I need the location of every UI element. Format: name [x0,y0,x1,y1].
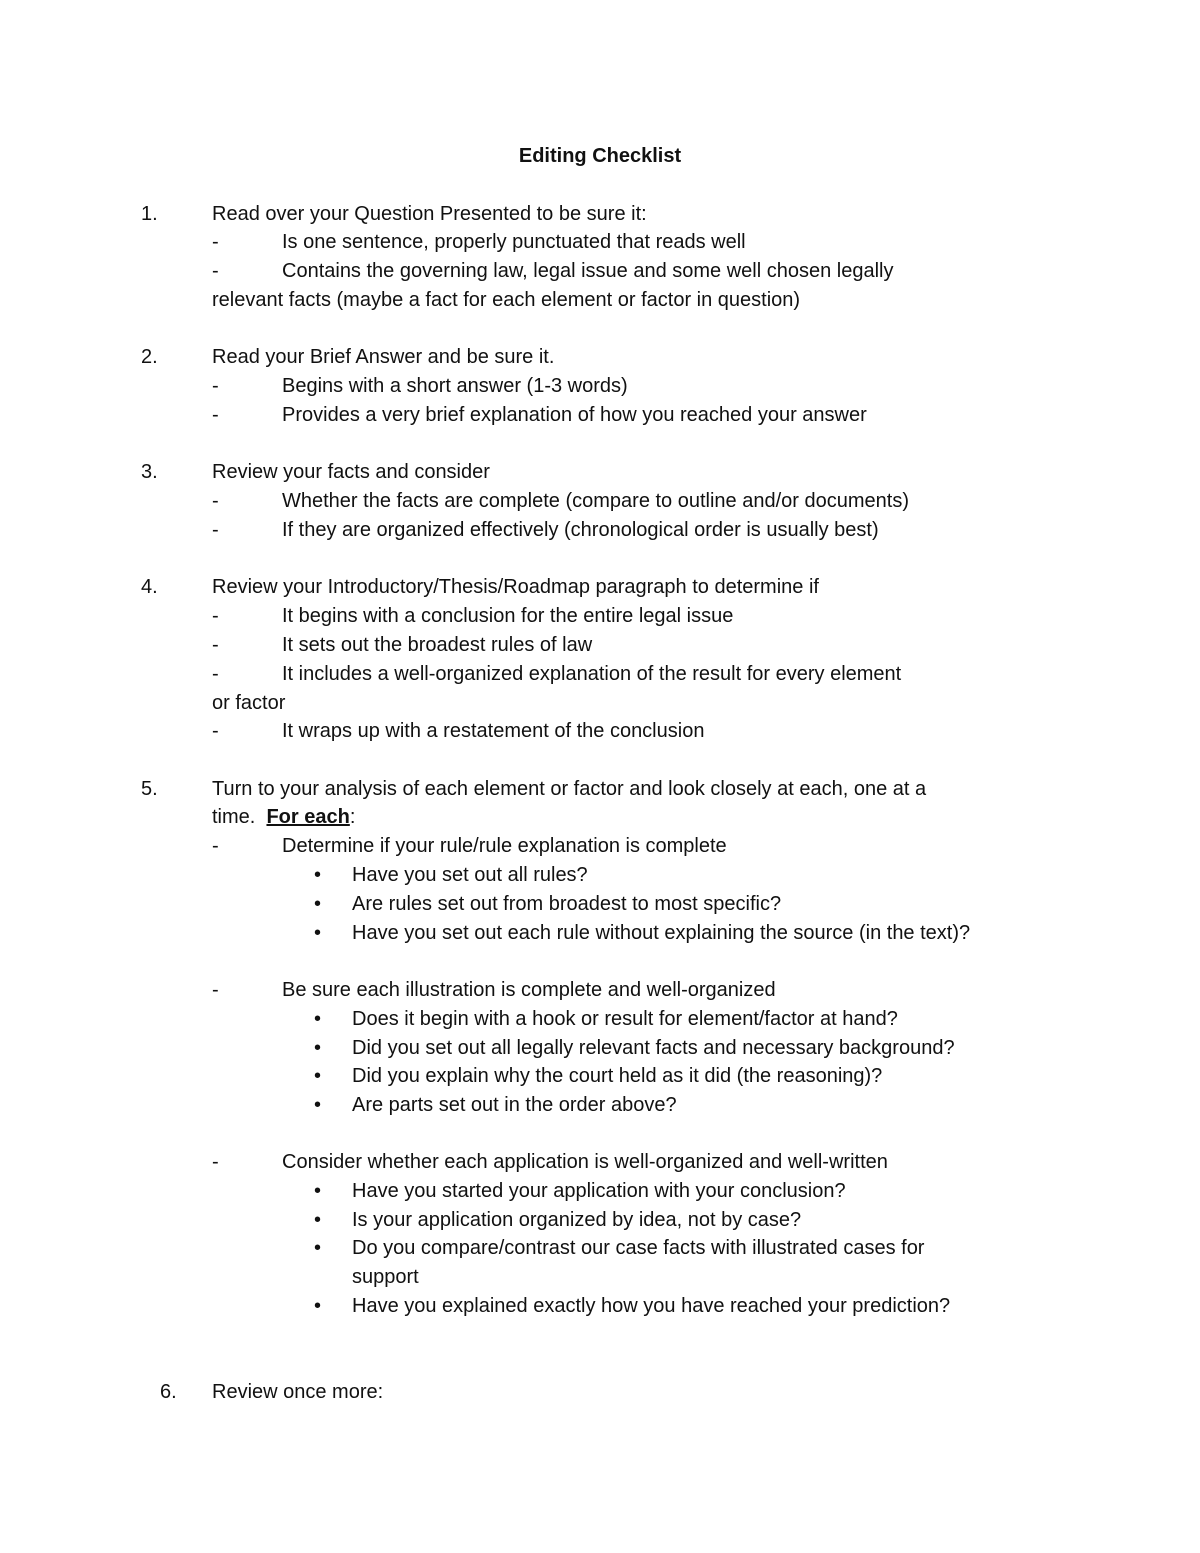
bullet-marker: • [314,1094,322,1116]
bullet-marker: • [314,1209,322,1231]
colon-text: : [349,806,356,828]
section-4-number: 4. [141,576,158,598]
dash-marker: - [212,1151,219,1173]
bullet-marker: • [314,1065,322,1087]
dash-marker: - [212,835,219,857]
section-5-heading-cont [212,803,355,831]
group-3-bullet-3: Do you compare/contrast our case facts with illustrated cases for [352,1237,925,1259]
group-2-bullet-1: Does it begin with a hook or result for element/factor at hand? [352,1008,898,1030]
dash-marker: - [212,375,219,397]
dash-marker: - [212,490,219,512]
section-6-heading: Review once more: [212,1381,384,1403]
section-1-heading: Read over your Question Presented to be sure it: [212,203,647,225]
bullet-marker: • [314,864,322,886]
bullet-marker: • [314,1037,322,1059]
dash-marker: - [212,605,219,627]
group-1-bullet-2: Are rules set out from broadest to most specific? [352,893,782,915]
group-3-bullet-1: Have you started your application with your conclusion? [352,1180,846,1202]
group-3-bullet-4: Have you explained exactly how you have reached your prediction? [352,1295,951,1317]
dash-marker: - [212,979,219,1001]
section-2-number: 2. [141,346,158,368]
group-3-heading: Consider whether each application is well-organized and well-written [282,1151,888,1173]
section-5-heading: Turn to your analysis of each element or factor and look closely at each, one at a [212,778,927,800]
group-2-bullet-3: Did you explain why the court held as it did (the reasoning)? [352,1065,883,1087]
section-1-item-1: Is one sentence, properly punctuated that reads well [282,231,746,253]
group-1-bullet-3: Have you set out each rule without explaining the source (in the text)? [352,922,971,944]
section-2-item-2: Provides a very brief explanation of how you reached your answer [282,404,867,426]
group-1-heading: Determine if your rule/rule explanation is complete [282,835,727,857]
dash-marker: - [212,720,219,742]
page-title: Editing Checklist [518,145,682,167]
section-4-item-4: It wraps up with a restatement of the conclusion [282,720,705,742]
section-2-item-1: Begins with a short answer (1-3 words) [282,375,628,397]
bullet-marker: • [314,1237,322,1259]
dash-marker: - [212,663,219,685]
group-2-bullet-4: Are parts set out in the order above? [352,1094,677,1116]
section-3-item-1: Whether the facts are complete (compare to outline and/or documents) [282,490,909,512]
section-3-item-2: If they are organized effectively (chronological order is usually best) [282,519,879,541]
group-2-heading: Be sure each illustration is complete and well-organized [282,979,776,1001]
section-5-time-text: time. [212,806,256,828]
section-1-continuation: relevant facts (maybe a fact for each element or factor in question) [212,289,801,311]
section-1-item-2: Contains the governing law, legal issue and some well chosen legally [282,260,894,282]
bullet-marker: • [314,1295,322,1317]
section-2-heading: Read your Brief Answer and be sure it. [212,346,555,368]
bullet-marker: • [314,922,322,944]
dash-marker: - [212,260,219,282]
group-3-bullet-3-cont: support [352,1266,419,1288]
dash-marker: - [212,231,219,253]
dash-marker: - [212,404,219,426]
group-2-bullet-2: Did you set out all legally relevant facts and necessary background? [352,1037,955,1059]
section-4-heading: Review your Introductory/Thesis/Roadmap paragraph to determine if [212,576,819,598]
section-4-item-2: It sets out the broadest rules of law [282,634,593,656]
section-1-number: 1. [141,203,158,225]
section-4-continuation: or factor [212,692,286,714]
bullet-marker: • [314,1180,322,1202]
bullet-marker: • [314,893,322,915]
bullet-marker: • [314,1008,322,1030]
section-6-number: 6. [160,1381,177,1403]
for-each-emphasis: For each [266,806,350,828]
section-3-heading: Review your facts and consider [212,461,490,483]
section-4-item-3: It includes a well-organized explanation of the result for every element [282,663,902,685]
dash-marker: - [212,634,219,656]
section-5-number: 5. [141,778,158,800]
section-3-number: 3. [141,461,158,483]
section-4-item-1: It begins with a conclusion for the entire legal issue [282,605,734,627]
group-1-bullet-1: Have you set out all rules? [352,864,588,886]
dash-marker: - [212,519,219,541]
group-3-bullet-2: Is your application organized by idea, not by case? [352,1209,802,1231]
